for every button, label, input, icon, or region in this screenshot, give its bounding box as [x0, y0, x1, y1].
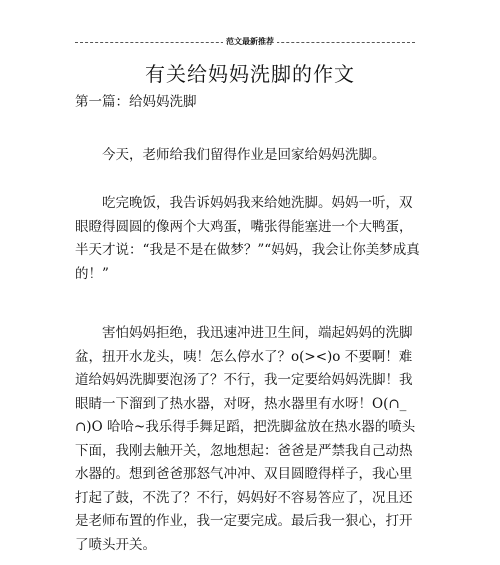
header-label-text: 范文最新推荐	[223, 36, 277, 46]
paragraph: 吃完晚饭，我告诉妈妈我来给她洗脚。妈妈一听，双眼瞪得圆圆的像两个大鸡蛋，嘴张得能塞进一个大鸭蛋，半天才说：“我是不是在做梦？”“妈妈，我会让你美梦成真的！”	[75, 195, 420, 282]
page-title: 有关给妈妈洗脚的作文	[145, 62, 355, 86]
header-label	[0, 35, 500, 47]
section-subtitle: 第一篇：给妈妈洗脚	[75, 94, 197, 110]
paragraph: 害怕妈妈拒绝，我迅速冲进卫生间，端起妈妈的洗脚盆，扭开水龙头，咦！怎么停水了？o(><)o 不要啊！难道给妈妈洗脚要泡汤了？不行，我一定要给妈妈洗脚！我眼睛一下溜到了热水器，对呀，热水器里有水呀！O(∩_∩)O 哈哈~我乐得手舞足蹈，把洗脚盆放在热水器的喷头下面，我刚去触开关，忽地想起：爸爸是严禁我自己动热水器的。想到爸爸那怒气冲冲、双目圆瞪得样子，我心里打起了鼓，不洗了？不行，妈妈好不容易答应了，况且还是老师布置的作业，我一定要完成。最后我一狠心，打开了喷头开关。	[75, 325, 416, 553]
paragraph: 今天，老师给我们留得作业是回家给妈妈洗脚。	[102, 147, 386, 163]
